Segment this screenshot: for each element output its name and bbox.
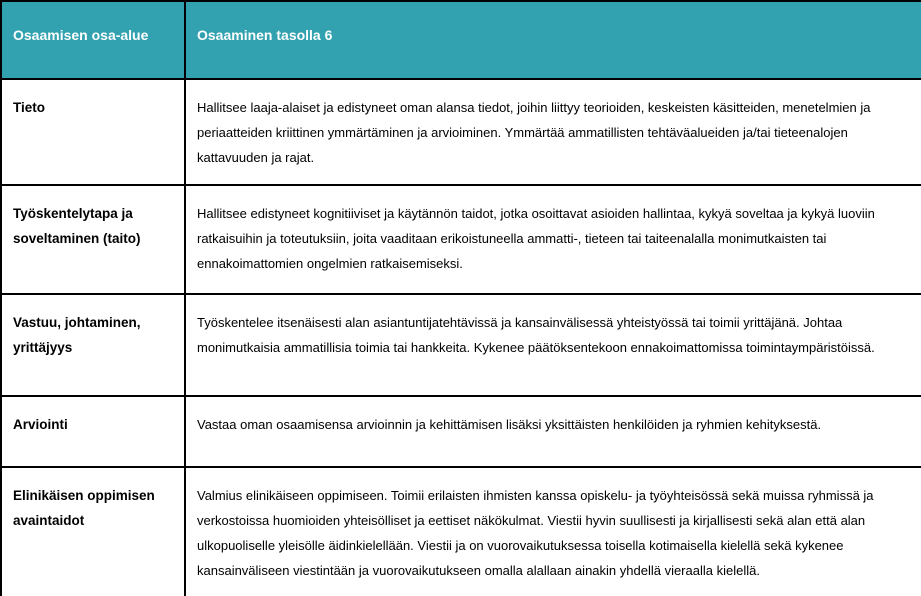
table-row-vastuu: [1, 294, 921, 396]
row-label-tyoskentelytapa: Työskentelytapa ja soveltaminen (taito): [1, 185, 185, 294]
table-row-tieto: [1, 79, 921, 185]
row-label-tieto: Tieto: [1, 79, 185, 185]
column-header-competence-area: Osaamisen osa-alue: [1, 1, 185, 79]
row-label-vastuu: Vastuu, johtaminen, yrittäjyys: [1, 294, 185, 396]
table-row-elinikainen-oppiminen: [1, 467, 921, 596]
row-description-tieto: Hallitsee laaja-alaiset ja edistyneet oman alansa tiedot, joihin liittyy teorioiden, keskeisten käsitteiden, menetelmien ja periaatteiden kriittinen ymmärtäminen ja arvioiminen. Ymmärtää ammatillisten tehtäväalueiden ja/tai tieteenalojen kattavuuden ja rajat.: [185, 79, 921, 185]
table-row-arviointi: [1, 396, 921, 467]
row-description-elinikainen-oppiminen: Valmius elinikäiseen oppimiseen. Toimii erilaisten ihmisten kanssa opiskelu- ja työyhteisössä sekä muissa ryhmissä ja verkostoissa huomioiden yhteisölliset ja eettiset näkökulmat. Viestii hyvin suullisesti ja kirjallisesti sekä alan että alan ulkopuoliselle yleisölle äidinkielellään. Viestii ja on vuorovaikutuksessa toisella kotimaisella kielellä sekä kykenee kansainväliseen viestintään ja vuorovaikutukseen omalla alallaan ainakin yhdellä vieraalla kielellä.: [185, 467, 921, 596]
row-description-arviointi: Vastaa oman osaamisensa arvioinnin ja kehittämisen lisäksi yksittäisten henkilöiden ja ryhmien kehityksestä.: [185, 396, 921, 467]
row-description-tyoskentelytapa: Hallitsee edistyneet kognitiiviset ja käytännön taidot, jotka osoittavat asioiden hallintaa, kykyä soveltaa ja kykyä luoviin ratkaisuihin ja toteutuksiin, joita vaaditaan erikoistuneella ammatti-, tieteen tai taiteenalalla monimutkaisten tai ennakoimattomien ongelmien ratkaisemiseksi.: [185, 185, 921, 294]
row-label-arviointi: Arviointi: [1, 396, 185, 467]
table-header-row: [1, 1, 921, 79]
column-header-level-6: Osaaminen tasolla 6: [185, 1, 921, 79]
table-row-tyoskentelytapa: [1, 185, 921, 294]
row-description-vastuu: Työskentelee itsenäisesti alan asiantuntijatehtävissä ja kansainvälisessä yhteistyössä tai toimii yrittäjänä. Johtaa monimutkaisia ammatillisia toimia tai hankkeita. Kykenee päätöksentekoon ennakoimattomissa toimintaympäristöissä.: [185, 294, 921, 396]
row-label-elinikainen-oppiminen: Elinikäisen oppimisen avaintaidot: [1, 467, 185, 596]
